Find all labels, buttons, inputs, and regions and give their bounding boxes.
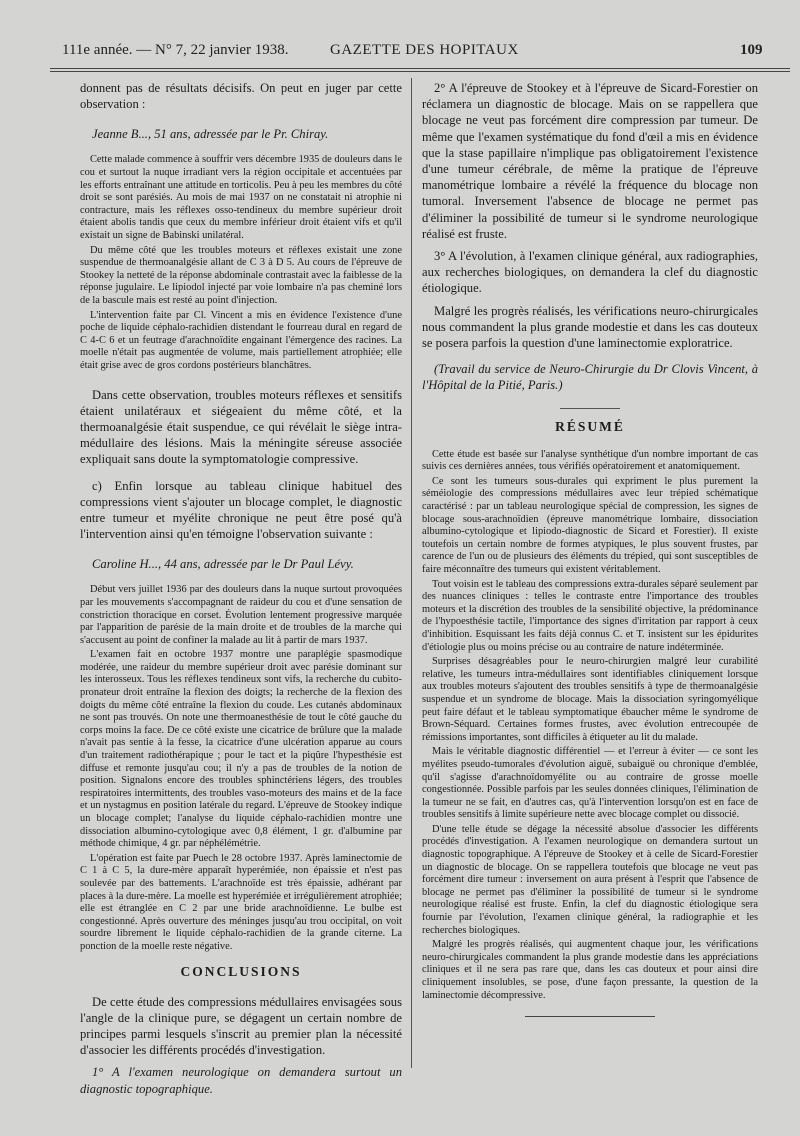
section-title-conclusions: CONCLUSIONS bbox=[180, 963, 302, 979]
resume-paragraph: Mais le véritable diagnostic différentiel — et l'erreur à éviter — ce sont les myélites pseudo-tumorales d'évolution aiguë, subaiguë ou chronique d'emblée, qu'il s'agisse d'arachnoïdomyélite ou au contraire de grosse moelle congestionnée. Possible parfois par les seules données cliniques, l'élimination de la tumeur ne se fait, en d'autres cas, qu'à l'intervention lorsqu'on est en face de troubles sensitifs à limite supérieure nette avec blocage complet ou dissocié. bbox=[422, 746, 758, 821]
separator-rule bbox=[560, 408, 620, 409]
case-paragraph: L'examen fait en octobre 1937 montre une paraplégie spasmodique modérée, une raideur du membre supérieur droit avec parésie dominant sur les interosseux. Tous les réflexes tendineux sont vifs, la recherche du cubito-pronateur droit entraîne la flexion des doigts; la recherche de la flexion des doigts du même côté entraîne la flexion du coude. Les cutanés abdominaux ne sont pas trouvés. On note une thermoanesthésie de tout le côté gauche du corps moins la face. De ce côté existe une cicatrice de brûlure que la malade n'avait pas sentie à la fesse, la cicatrice d'une ulcération apparue au cours d'un traitement radiothérapique ; pour le tact et la piqûre l'hypesthésie est diffuse et remonte jusqu'au cou; il n'y a pas de troubles de la notion de position. Signalons encore des troubles sphinctériens légers, des troubles respiratoires intermittents, des troubles vaso-moteurs des mains et de la face et un nystagmus en position latérale du regard. L'épreuve de Stookey indique un blocage complet; l'analyse du liquide céphalo-rachidien montre une dissociation albumino-cytologique avec 0,8 élément, 1 gr. d'albumine par méthode chimique, 4 gr. par néphélémétrie. bbox=[80, 649, 402, 850]
resume-paragraph: Surprises désagréables pour le neuro-chirurgien malgré leur curabilité relative, les tumeurs intra-médullaires sont identifiables cliniquement lorsque aux troubles moteurs s'ajoutent des troubles sensitifs à type de thermoanalgésie suspendue et un syndrome de blocage. Mais la dissociation syringomyélique peut faire défaut et le tableau symptomatique ébaucher même le syndrome de Brown-Séquard. Certaines formes frustes, avec évolution entrecoupée de rémissions importantes, sont difficiles à étiqueter au lit du malade. bbox=[422, 656, 758, 743]
paragraph: donnent pas de résultats décisifs. On peut en juger par cette observation : bbox=[80, 81, 402, 112]
resume-paragraph: D'une telle étude se dégage la nécessité absolue d'associer les différents procédés d'investigation. A l'examen neurologique on demandera surtout un diagnostic topographique. A l'épreuve de Stookey et à celle de Sicard-Forestier un diagnostic de blocage. On se rappellera toutefois que blocage ne veut pas forcément dire tumeur : inversement on aura présent à l'esprit que l'absence de blocage ne permet pas d'éliminer la possibilité de tumeur si le syndrome neurologique réalisé est fruste. Enfin, la clef du diagnostic étiologique sera fournie par l'évolution, l'examen clinique général, la radiographie et les recherches biologiques. bbox=[422, 823, 758, 936]
paragraph: 3° A l'évolution, à l'examen clinique général, aux radiographies, aux recherches biologiques, on demandera la clef du diagnostic étiologique. bbox=[422, 249, 758, 296]
resume-paragraph: Malgré les progrès réalisés, qui augmentent chaque jour, les vérifications neuro-chirurgicales commandent la plus grande modestie dans les appréciations cliniques et il ne sera pas rare que, dans les cas douteux et pour ainsi dire cliniquement insolubles, se pose, d'une façon pressante, la question de la laminectomie décompressive. bbox=[422, 939, 758, 1001]
case-paragraph: Cette malade commence à souffrir vers décembre 1935 de douleurs dans le cou et surtout la nuque irradiant vers la région occipitale et accentuées par les efforts entraînant une attitude en torticolis. Peu à peu les membres du côté droit se sont parésiés. Au mois de mai 1937 on ne constatait ni atrophie ni contracture, mais les réflexes osso-tendineux du membre supérieur droit étaient abolis tandis que ceux du membre inférieur droit étaient vifs et qu'il existait un signe de Babinski unilatéral. bbox=[80, 154, 402, 241]
paragraph: 1° A l'examen neurologique on demandera surtout un diagnostic topographique. bbox=[80, 1065, 402, 1096]
paragraph: 2° A l'épreuve de Stookey et à l'épreuve de Sicard-Forestier on réclamera un diagnostic de blocage. Mais on se rappellera que blocage ne veut pas forcément dire compression par tumeur. De même que l'examen systématique du fond d'œil a mis en évidence que la stase papillaire n'implique pas obligatoirement l'existence d'une tumeur cérébrale, de même la pratique de l'épreuve manométrique lombaire a révélé la fréquence du blocage non tumoral. Inversement l'absence de blocage ne permet pas d'éliminer la possibilité de tumeur si le syndrome neurologique réalisé est fruste. bbox=[422, 81, 758, 241]
header-rule bbox=[50, 68, 790, 69]
resume-paragraph: Cette étude est basée sur l'analyse synthétique d'un nombre important de cas suivis ces dernières années, tous vérifiés opératoirement et anatomiquement. bbox=[422, 448, 758, 473]
column-divider bbox=[411, 78, 412, 1068]
case-label: Caroline H..., 44 ans, adressée par le Dr Paul Lévy. bbox=[92, 557, 354, 572]
paragraph: c) Enfin lorsque au tableau clinique habituel des compressions vient s'ajouter un blocage complet, le diagnostic entre tumeur et myélite chronique ne peut être posé qu'à l'intervention ainsi qu'en témoigne l'observation suivante : bbox=[80, 478, 402, 542]
header-rule-double bbox=[50, 71, 790, 72]
section-title-resume: RÉSUMÉ bbox=[555, 418, 625, 434]
case-label: Jeanne B..., 51 ans, adressée par le Pr. Chiray. bbox=[92, 127, 329, 142]
resume-paragraph: Ce sont les tumeurs sous-durales qui expriment le plus purement la séméiologie des compressions médullaires avec leur trépied schématique caractérisé : par un tableau neurologique spécial de compression, les signes de blocage sous-arachnoïdien (épreuve manométrique lombaire, dissociation albumino-cytologique et lipiodo-diagnostic de Sicard et Forestier). Il existe toutefois un certain nombre de formes atypiques, le plus souvent frustes, par carence de l'un ou de plusieurs des éléments du trépied, qui sont susceptibles de faire méconnaître des tumeurs qui existent véritablement. bbox=[422, 475, 758, 575]
case-paragraph: Début vers juillet 1936 par des douleurs dans la nuque surtout provoquées par les mouvements s'accompagnant de raideur du cou et d'une sensation de constriction thoracique en corset. Évolution lentement progressive marquée par l'apparition de parésie de la main droite et de troubles de la marche qui s'accusent au point de confiner la malade au lit à partir de mars 1937. bbox=[80, 584, 402, 646]
paragraph: Malgré les progrès réalisés, les vérifications neuro-chirurgicales nous commandent la plus grande modestie et dans les cas douteux se posera parfois la question d'une laminectomie exploratrice. bbox=[422, 303, 758, 351]
issue-info: 111e année. — N° 7, 22 janvier 1938. bbox=[62, 42, 289, 58]
left-column bbox=[80, 80, 402, 1110]
case-paragraph: Du même côté que les troubles moteurs et réflexes existait une zone suspendue de thermoanalgésie allant de C 3 à D 5. Au cours de l'épreuve de Stookey la netteté de la réponse abdominale contrastait avec la faiblesse de la réponse jugulaire. Le lipiodol injecté par voie lombaire n'a pas cheminé lors de la bascule mais est resté au point d'injection. bbox=[80, 244, 402, 306]
page-number: 109 bbox=[740, 42, 763, 58]
running-header bbox=[0, 36, 800, 66]
resume-paragraph: Tout voisin est le tableau des compressions extra-durales séparé seulement par des nuances cliniques : telles le contraste entre l'importance des troubles moteurs et la discrétion des troubles de la sensibilité objective, la prédominance de l'hypoesthésie tactile, l'importance des signes d'irritation par rapport à ceux d'inhibition. Esquissant les faits déjà connus C. et T. insistent sur les épidurites d'étiologie plus ou moins précise ou au contraire de nature indéterminée. bbox=[422, 578, 758, 653]
case-paragraph: L'opération est faite par Puech le 28 octobre 1937. Après laminectomie de C 1 à C 5, la dure-mère apparaît hyperémiée, non épaissie et n'est pas soulevée par des battements. L'arachnoïde est très épaissie, adhérant par places à la dure-mère. La moelle est hyperémiée et irrégulièrement atrophiée; elle est étranglée en C 2 par une bride arachnoïdienne. Le bulbe est congestionné. Après ouverture des méninges jusqu'au trou occipital, on voit sourdre librement le liquide céphalo-rachidien de la grande citerne. La ponction de la moelle reste négative. bbox=[80, 852, 402, 952]
paragraph: Dans cette observation, troubles moteurs réflexes et sensitifs étaient unilatéraux et siégeaient du même côté, et la thermoanalgésie était suspendue, ce qui révélait le siège intra-médullaire des lésions. Mais la méningite séreuse associée expliquait sans doute la symptomatologie compressive. bbox=[80, 387, 402, 467]
paragraph: De cette étude des compressions médullaires envisagées sous l'angle de la clinique pure, se dégagent un certain nombre de principes parmi lesquels s'inscrit au premier plan la nécessité d'associer les différents procédés d'investigation. bbox=[80, 994, 402, 1058]
right-column bbox=[422, 80, 758, 1110]
journal-title: GAZETTE DES HOPITAUX bbox=[330, 42, 519, 58]
case-paragraph: L'intervention faite par Cl. Vincent a mis en évidence l'existence d'une poche de liquide céphalo-rachidien distendant le fourreau dural en regard de C 4-C 6 et un feutrage d'arachnoïdite engainant l'émergence des racines. La moelle n'était pas augmentée de volume, mais partiellement atrophiée; elle était grise avec de gros cordons postérieurs blanchâtres. bbox=[80, 309, 402, 371]
end-ornament-rule bbox=[525, 1016, 655, 1017]
affiliation-note: (Travail du service de Neuro-Chirurgie du Dr Clovis Vincent, à l'Hôpital de la Pitié, Paris.) bbox=[422, 362, 758, 393]
